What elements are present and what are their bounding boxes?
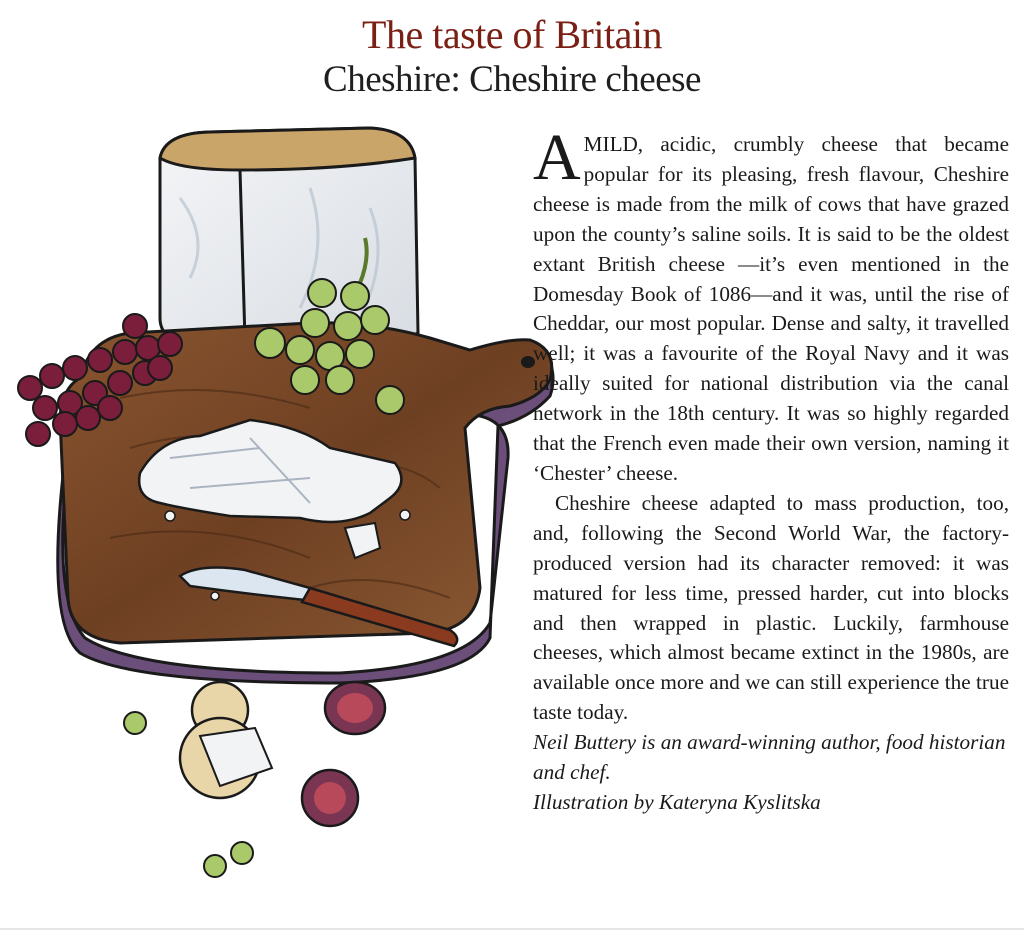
p1-line: distribution via the canal network in the: [533, 371, 1009, 426]
p1-line: 18th century. It was so highly regarded that the: [533, 401, 1009, 456]
p1-line: French even made their own version, naming: [602, 431, 992, 456]
article-headline: Cheshire: Cheshire cheese: [323, 59, 701, 100]
author-note: Neil Buttery is an award-winning author, food historian and chef.: [533, 730, 1006, 785]
p1-line: Cheshire cheese is made from the milk of cows: [533, 161, 1010, 216]
p1-line: —it’s even mentioned in the Domesday Book: [533, 251, 1009, 306]
crackers: [180, 682, 272, 798]
p1-line: MILD, acidic, crumbly cheese that became: [583, 132, 1009, 156]
p1-line: well; it was a favourite of the Royal Navy: [533, 341, 910, 366]
figs: [302, 682, 385, 826]
paragraph-2: Cheshire cheese adapted to mass production, too, and, following the Second World War, the factory-produced version had its character removed: it was matured for less time, pressed harder, cut into blocks and then wrapped in plastic. Luckily, farmhouse cheeses, which almost became extinct in the 1980s, are available once more and we can still experience the true taste today.: [533, 490, 1009, 725]
p1-line: It is said to be the oldest extant British cheese: [533, 221, 1009, 276]
p1-line: of 1086—and it was, until the rise of Cheddar,: [533, 281, 1010, 336]
drop-cap: A: [533, 121, 581, 194]
bottom-divider: [0, 928, 1024, 930]
paragraph-1: [533, 121, 1010, 489]
p1-line: and it was ideally suited for national: [533, 341, 1009, 396]
p1-line: popular for its pleasing, fresh flavour,: [583, 161, 925, 186]
section-kicker: The taste of Britain: [362, 12, 662, 57]
p1-line: our most popular. Dense and salty, it travelled: [615, 311, 1009, 336]
cheese-board-illustration: [10, 118, 555, 898]
author-credit: [533, 728, 1009, 818]
article-body: [533, 121, 1010, 818]
p1-line: it ‘Chester’ cheese.: [533, 431, 1010, 485]
illustration-credit: Illustration by Kateryna Kyslitska: [533, 789, 821, 814]
p1-line: that have grazed upon the county’s saline soils.: [533, 191, 1009, 246]
